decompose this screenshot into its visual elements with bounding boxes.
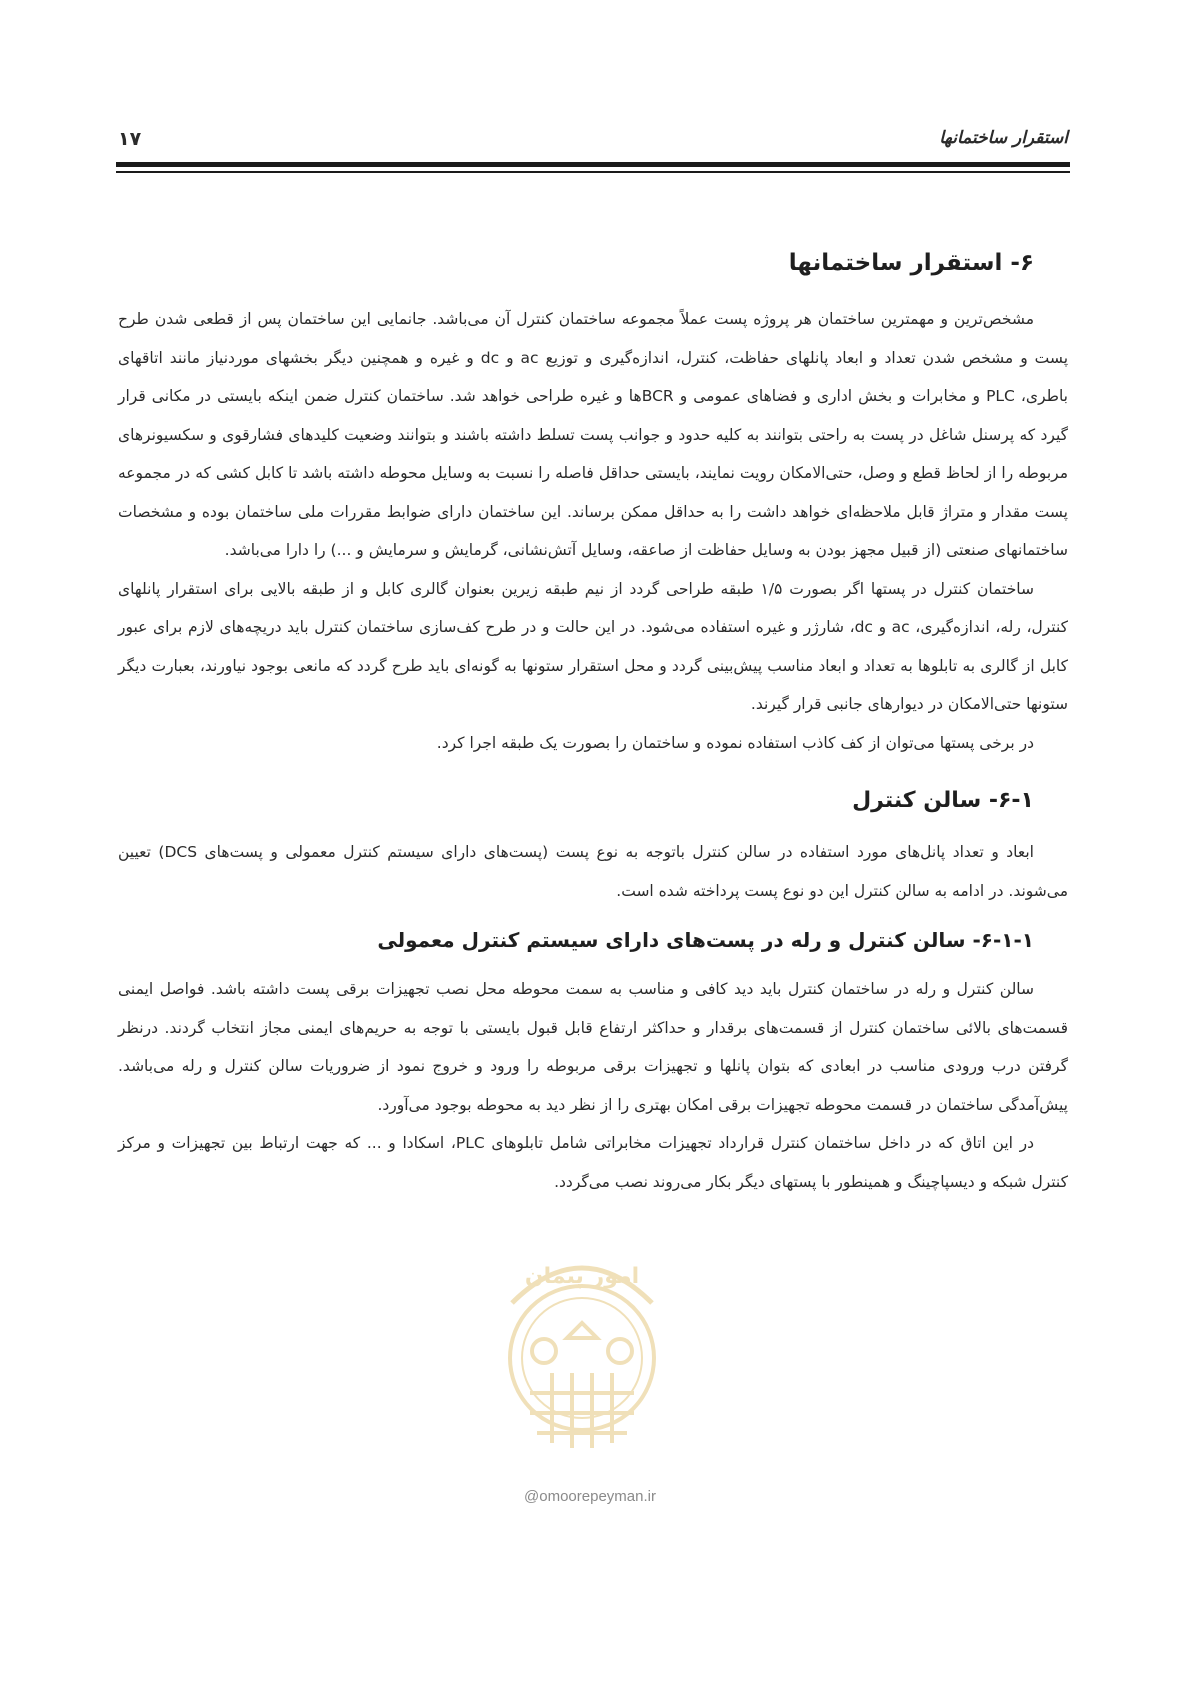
running-header: [118, 128, 1068, 158]
watermark-seal-logo: [482, 1243, 682, 1473]
header-rule-thick: [116, 162, 1070, 167]
page-number: ۱۷: [118, 128, 142, 150]
watermark-url: [500, 1488, 680, 1505]
subsubsection-heading: ۶-۱-۱- سالن کنترل و رله در پست‌های دارای سیستم کنترل معمولی: [377, 928, 1034, 952]
watermark-url-text: omoorepeyman.ir: [539, 1488, 656, 1505]
watermark-logo-text: امور پیمان: [524, 1264, 640, 1289]
at-icon: @: [524, 1488, 540, 1505]
subsubsection-paragraph: سالن کنترل و رله در ساختمان کنترل باید دید کافی و مناسب به سمت محوطه محل نصب تجهیزات برقی پست داشته باشد. فواصل ایمنی قسمت‌های بالائی ساختمان کنترل از قسمت‌های برقدار و حداکثر ارتفاع قابل قبول بایستی با توجه به حریم‌های ایمنی مجاز انتخاب گردند. درنظر گرفتن درب ورودی مناسب در ابعادی که بتوان پانلها و تجهیزات برقی مربوطه را ورود و خروج نمود از ضروریات سالن کنترل و رله می‌باشد. پیش‌آمدگی ساختمان در قسمت محوطه تجهیزات برقی امکان بهتری را از نظر دید به محوطه بوجود می‌آورد.: [118, 980, 1068, 1114]
main-content: [118, 250, 1068, 1201]
section-paragraph: ساختمان کنترل در پستها اگر بصورت ۱/۵ طبقه طراحی گردد از نیم طبقه زیرین بعنوان گالری کابل و از طبقه بالایی برای استقرار پانلهای کنترل، رله، اندازه‌گیری، ac و dc، شارژر و غیره استفاده می‌شود. در این حالت و در طرح کف‌سازی ساختمان کنترل باید دریچه‌های لازم برای عبور کابل از گالری به تابلوها به تعداد و ابعاد مناسب پیش‌بینی گردد و محل استقرار ستونها به گونه‌ای باید طرح گردد که مانعی بوجود نیاورند، بعبارت دیگر ستونها حتی‌الامکان در دیوارهای جانبی قرار گیرند.: [118, 579, 1069, 713]
subsection-heading: ۶-۱- سالن کنترل: [852, 788, 1034, 813]
subsubsection-paragraph: در این اتاق که در داخل ساختمان کنترل قرارداد تجهیزات مخابراتی شامل تابلوهای PLC، اسکادا و ... که جهت ارتباط بین تجهیزات و مرکز کنترل شبکه و دیسپاچینگ و همینطور با پستهای دیگر بکار می‌روند نصب می‌گردد.: [118, 1134, 1068, 1191]
running-title: استقرار ساختمانها: [939, 128, 1068, 148]
header-rule-thin: [116, 171, 1070, 173]
section-paragraph: در برخی پستها می‌توان از کف کاذب استفاده نموده و ساختمان را بصورت یک طبقه اجرا کرد.: [436, 733, 1034, 752]
section-paragraph: مشخص‌ترین و مهمترین ساختمان هر پروژه پست عملاً مجموعه ساختمان کنترل آن می‌باشد. جانمایی این ساختمان پس از قطعی شدن طرح پست و مشخص شدن تعداد و ابعاد پانلهای حفاظت، کنترل، اندازه‌گیری و توزیع ac و dc و غیره و همچنین دیگر بخشهای موردنیاز مانند اتاقهای باطری، PLC و مخابرات و بخش اداری و فضاهای عمومی و BCRها و غیره طراحی خواهد شد. ساختمان کنترل ضمن اینکه بایستی در مکانی قرار گیرد که پرسنل شاغل در پست به راحتی بتوانند به کلیه حدود و جوانب پست تسلط داشته باشند و بتوانند وضعیت کلیدهای فشارقوی و سکسیونرهای مربوطه را از لحاظ قطع و وصل، حتی‌الامکان رویت نمایند، بایستی حداقل فاصله را نسبت به وسایل محوطه داشته باشد تا کابل کشی که در مجموعه پست مقدار و متراژ قابل ملاحظه‌ای خواهد داشت را به حداقل ممکن برساند. این ساختمان دارای ضوابط مقررات ملی ساختمان بوده و مشخصات ساختمانهای صنعتی (از قبیل مجهز بودن به وسایل حفاظت از صاعقه، وسایل آتش‌نشانی، گرمایش و سرمایش و ...) را دارا می‌باشد.: [118, 310, 1069, 559]
section-heading: ۶- استقرار ساختمانها: [788, 250, 1034, 276]
subsection-paragraph: ابعاد و تعداد پانل‌های مورد استفاده در سالن کنترل باتوجه به نوع پست (پست‌های دارای سیستم کنترل معمولی و پست‌های DCS) تعیین می‌شوند. در ادامه به سالن کنترل این دو نوع پست پرداخته شده است.: [118, 843, 1068, 900]
